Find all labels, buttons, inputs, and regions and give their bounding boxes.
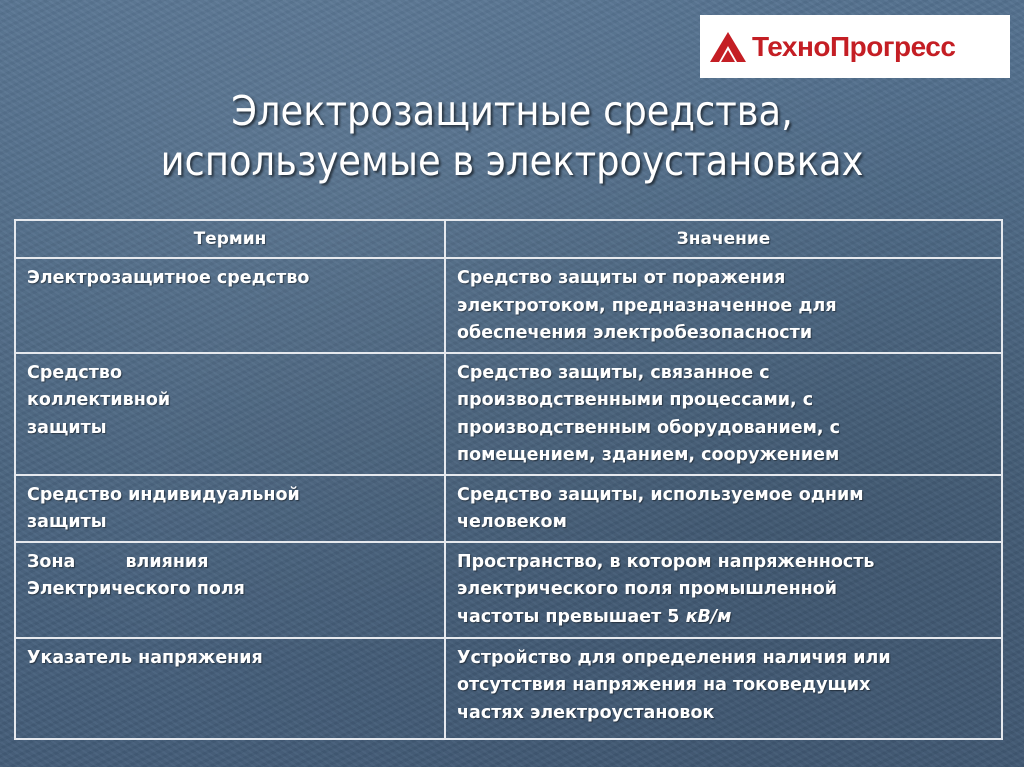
meaning-line: производственным оборудованием, с: [457, 417, 841, 438]
meaning-cell: [445, 638, 1002, 739]
meaning-line: Средство защиты, связанное с: [457, 362, 770, 383]
meaning-text: частоты превышает 5: [457, 606, 680, 627]
meaning-line: обеспечения электробезопасности: [457, 323, 813, 343]
meaning-cell: [445, 542, 1002, 638]
logo-triangle-icon: [708, 30, 748, 64]
term-line: Средство индивидуальной: [27, 484, 300, 505]
term-line: Указатель напряжения: [27, 647, 263, 668]
term-line: защиты: [27, 417, 107, 438]
table-row: [15, 542, 1002, 638]
meaning-line: отсутствия напряжения на токоведущих: [457, 675, 871, 695]
meaning-cell: [445, 475, 1002, 542]
company-logo: [700, 15, 1010, 78]
meaning-line: человеком: [457, 512, 567, 532]
table-row: [15, 475, 1002, 542]
meaning-line: частях электроустановок: [457, 702, 715, 723]
term-cell: [15, 258, 445, 353]
logo-text: ТехноПрогресс: [752, 30, 956, 62]
table-row: [15, 258, 1002, 353]
term-line: Зона влияния: [27, 551, 209, 572]
slide-title-line-1: Электрозащитные средства,: [231, 87, 793, 135]
term-line: коллективной: [27, 390, 171, 410]
term-line: Электрического поля: [27, 579, 245, 599]
meaning-line-with-unit: [457, 604, 991, 632]
term-cell: [15, 353, 445, 475]
meaning-line: Устройство для определения наличия или: [457, 647, 891, 668]
term-cell: [15, 475, 445, 542]
term-line: защиты: [27, 512, 107, 532]
meaning-line: электротоком, предназначенное для: [457, 295, 837, 316]
unit-label: кВ/м: [685, 606, 732, 627]
slide-title: [0, 86, 1024, 186]
table-row: [15, 353, 1002, 475]
term-cell: [15, 542, 445, 638]
meaning-line: Средство защиты, используемое одним: [457, 484, 864, 505]
terms-table: [14, 219, 1003, 740]
term-cell: [15, 638, 445, 739]
table-header-row: [15, 220, 1002, 258]
term-line: Электрозащитное средство: [27, 268, 310, 288]
meaning-line: помещением, зданием, сооружением: [457, 445, 840, 465]
slide-title-line-2: используемые в электроустановках: [160, 137, 864, 185]
meaning-cell: [445, 353, 1002, 475]
table-row: [15, 638, 1002, 739]
meaning-line: электрического поля промышленной: [457, 579, 838, 599]
meaning-cell: [445, 258, 1002, 353]
term-line: Средство: [27, 362, 122, 383]
meaning-line: производственными процессами, с: [457, 390, 814, 410]
meaning-line: Средство защиты от поражения: [457, 268, 786, 288]
header-meaning: Значение: [445, 220, 1002, 258]
meaning-line: Пространство, в котором напряженность: [457, 551, 875, 572]
header-term: Термин: [15, 220, 445, 258]
